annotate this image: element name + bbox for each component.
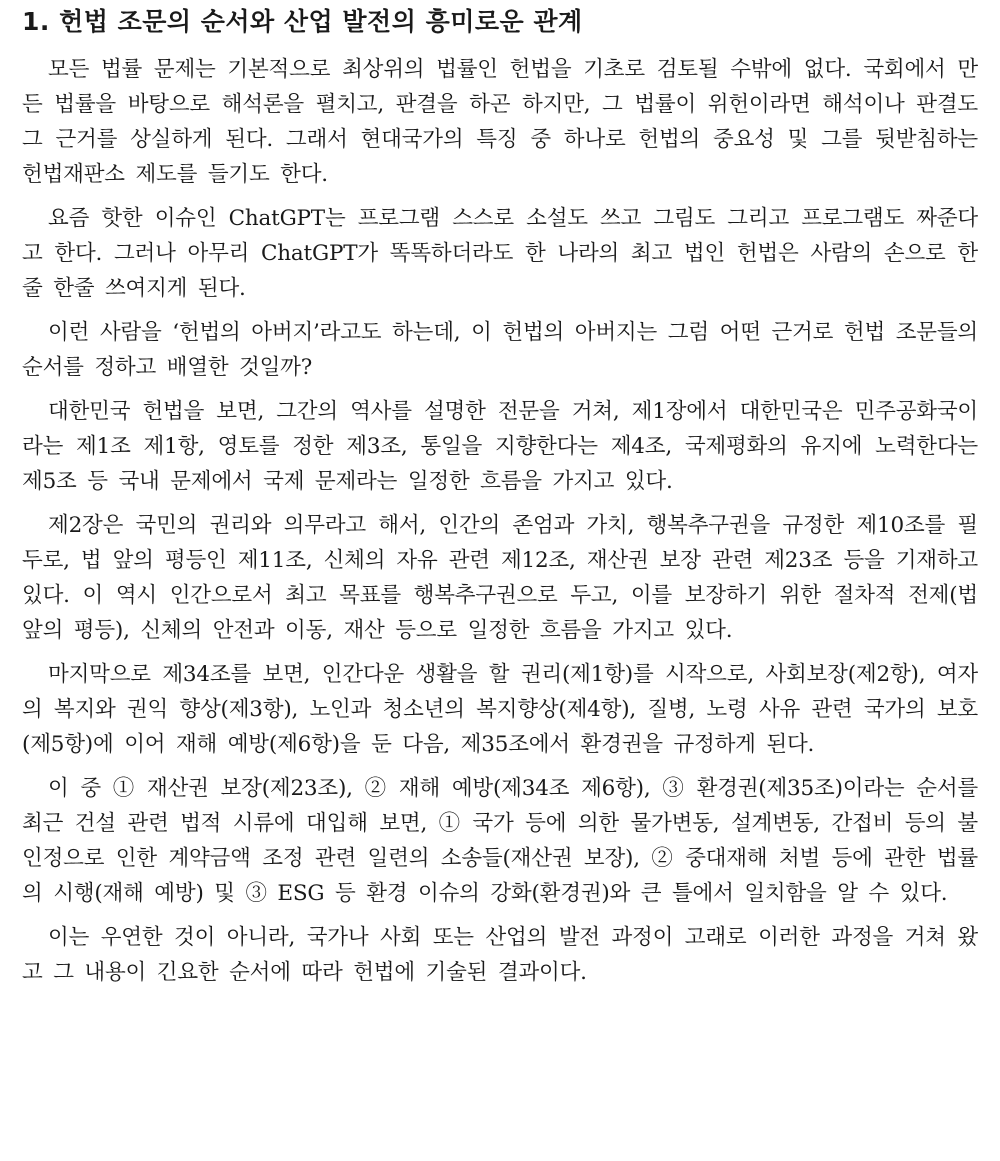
paragraph-1: 모든 법률 문제는 기본적으로 최상위의 법률인 헌법을 기초로 검토될 수밖에 없다. 국회에서 만든 법률을 바탕으로 해석론을 펼치고, 판결을 하곤 하지만, 그 법률이 위헌이라면 해석이나 판결도 그 근거를 상실하게 된다. 그래서 현대국가의 특징 중 하나로 헌법의 중요성 및 그를 뒷받침하는 헌법재판소 제도를 들기도 한다. [22,57,978,187]
paragraph-3: 이런 사람을 ‘헌법의 아버지’라고도 하는데, 이 헌법의 아버지는 그럼 어떤 근거로 헌법 조문들의 순서를 정하고 배열한 것일까? [22,320,978,380]
paragraph-2: 요즘 핫한 이슈인 ChatGPT는 프로그램 스스로 소설도 쓰고 그림도 그리고 프로그램도 짜준다고 한다. 그러나 아무리 ChatGPT가 똑똑하더라도 한 나라의 최고 법인 헌법은 사람의 손으로 한줄 한줄 쓰여지게 된다. [22,206,978,301]
paragraph-7: 이 중 ① 재산권 보장(제23조), ② 재해 예방(제34조 제6항), ③ 환경권(제35조)이라는 순서를 최근 건설 관련 법적 시류에 대입해 보면, ① 국가 등에 의한 물가변동, 설계변동, 간접비 등의 불인정으로 인한 계약금액 조정 관련 일련의 소송들(재산권 보장), ② 중대재해 처벌 등에 관한 법률의 시행(재해 예방) 및 ③ ESG 등 환경 이슈의 강화(환경권)와 큰 틀에서 일치함을 알 수 있다. [22,776,978,906]
paragraph-6: 마지막으로 제34조를 보면, 인간다운 생활을 할 권리(제1항)를 시작으로, 사회보장(제2항), 여자의 복지와 권익 향상(제3항), 노인과 청소년의 복지향상(제4항), 질병, 노령 사유 관련 국가의 보호(제5항)에 이어 재해 예방(제6항)을 둔 다음, 제35조에서 환경권을 규정하게 된다. [22,662,978,757]
paragraph-8: 이는 우연한 것이 아니라, 국가나 사회 또는 산업의 발전 과정이 고래로 이러한 과정을 거쳐 왔고 그 내용이 긴요한 순서에 따라 헌법에 기술된 결과이다. [22,925,978,985]
paragraph-4: 대한민국 헌법을 보면, 그간의 역사를 설명한 전문을 거쳐, 제1장에서 대한민국은 민주공화국이라는 제1조 제1항, 영토를 정한 제3조, 통일을 지향한다는 제4조, 국제평화의 유지에 노력한다는 제5조 등 국내 문제에서 국제 문제라는 일정한 흐름을 가지고 있다. [22,399,978,494]
document-title: 1. 헌법 조문의 순서와 산업 발전의 흥미로운 관계 [22,7,583,36]
paragraph-5: 제2장은 국민의 권리와 의무라고 해서, 인간의 존엄과 가치, 행복추구권을 규정한 제10조를 필두로, 법 앞의 평등인 제11조, 신체의 자유 관련 제12조, 재산권 보장 관련 제23조 등을 기재하고 있다. 이 역시 인간으로서 최고 목표를 행복추구권으로 두고, 이를 보장하기 위한 절차적 전제(법 앞의 평등), 신체의 안전과 이동, 재산 등으로 일정한 흐름을 가지고 있다. [22,513,978,643]
